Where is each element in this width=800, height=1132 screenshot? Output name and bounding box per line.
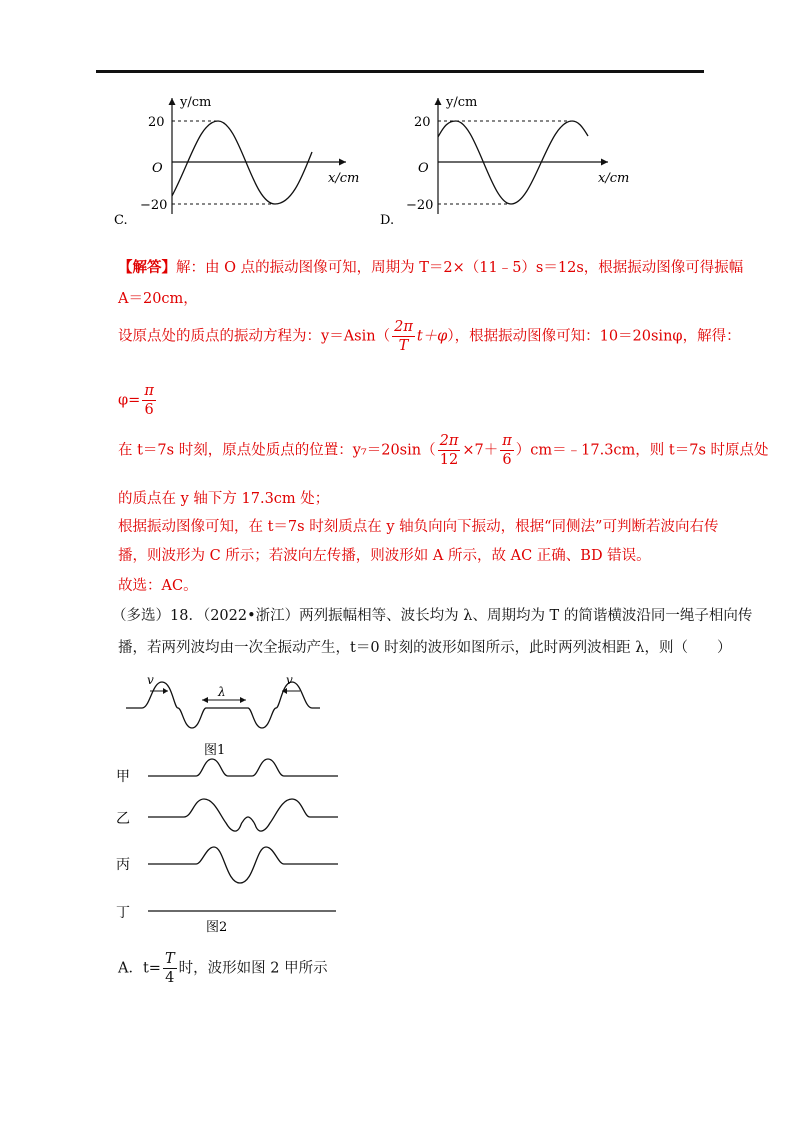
row-label-ding: 丁 bbox=[116, 905, 130, 921]
lambda-label: λ bbox=[218, 685, 226, 699]
graph-c-x-label: x/cm bbox=[328, 171, 360, 186]
velocity-label-left: v bbox=[147, 673, 154, 687]
option-c-label: C. bbox=[114, 213, 128, 228]
answer-line-5-mid: ×7＋ bbox=[462, 442, 499, 459]
answer-line-7: 根据振动图像可知，在 t＝7s 时刻质点在 y 轴负向向下振动，根据“同侧法”可判断若波向右传 bbox=[118, 519, 719, 535]
answer-line-2: A＝20cm， bbox=[118, 291, 198, 307]
fraction-pi-over-6-b: $\frac{\pi}{6}$ bbox=[502, 433, 512, 468]
graph-d bbox=[376, 92, 646, 232]
figure-1-caption: 图1 bbox=[204, 743, 226, 758]
fraction-t-over-4: $\frac{T}{4}$ bbox=[164, 951, 175, 986]
wave-jia bbox=[148, 759, 338, 776]
figure-2 bbox=[112, 755, 352, 940]
fraction-pi-over-6: $\frac{\pi}{6}$ bbox=[144, 383, 154, 418]
graph-d-min-label: −20 bbox=[406, 198, 434, 213]
answer-line-3-mid: t＋φ bbox=[416, 328, 448, 345]
answer-line-3-post: ），根据振动图像可知：10＝20sinφ，解得： bbox=[447, 328, 741, 345]
graph-c-min-label: −20 bbox=[140, 198, 168, 213]
answer-line-5-post: ）cm＝﹣17.3cm，则 t＝7s 时原点处 bbox=[515, 442, 769, 459]
answer-bracket-label: 【解答】 bbox=[118, 259, 176, 276]
answer-line-8: 播，则波形为 C 所示；若波向左传播，则波形如 A 所示，故 AC 正确、BD 错误。 bbox=[118, 548, 651, 564]
wave-bing bbox=[148, 847, 338, 883]
graph-c-max-label: 20 bbox=[148, 115, 165, 130]
option-a-prefix: A．t= bbox=[118, 960, 161, 977]
answer-line-4-pre: φ= bbox=[118, 392, 141, 409]
figure-1 bbox=[120, 668, 340, 760]
answer-line-5-pre: 在 t＝7s 时刻，原点处质点的位置：y₇＝20sin（ bbox=[118, 442, 436, 459]
answer-line-9: 故选：AC。 bbox=[118, 578, 198, 594]
row-label-jia: 甲 bbox=[116, 769, 130, 785]
answer-line-1-text: 解：由 O 点的振动图像可知，周期为 T＝2×（11﹣5）s＝12s，根据振动图像可得振幅 bbox=[176, 260, 744, 276]
fraction-2pi-over-t: $\frac{2\pi}{T}$ bbox=[394, 319, 413, 354]
answer-line-3 bbox=[118, 318, 741, 355]
answer-line-5 bbox=[118, 432, 769, 469]
figure-2-caption: 图2 bbox=[206, 920, 228, 935]
question-line-2: 播，若两列波均由一次全振动产生，t＝0 时刻的波形如图所示，此时两列波相距 λ，则（ ） bbox=[118, 640, 732, 656]
answer-line-6: 的质点在 y 轴下方 17.3cm 处； bbox=[118, 491, 330, 507]
graph-d-max-label: 20 bbox=[414, 115, 431, 130]
header-rule bbox=[96, 70, 704, 73]
fraction-2pi-over-12: $\frac{2\pi}{12}$ bbox=[439, 433, 459, 468]
option-a-suffix: 时，波形如图 2 甲所示 bbox=[178, 960, 328, 977]
graph-c bbox=[110, 92, 370, 232]
row-label-bing: 丙 bbox=[116, 857, 130, 873]
row-label-yi: 乙 bbox=[116, 811, 130, 827]
graph-d-origin: O bbox=[418, 161, 429, 176]
graph-c-y-label: y/cm bbox=[180, 95, 212, 110]
graph-d-y-label: y/cm bbox=[446, 95, 478, 110]
answer-line-4 bbox=[118, 382, 158, 419]
answer-line-1 bbox=[118, 258, 743, 278]
answer-line-3-pre: 设原点处的质点的振动方程为：y＝Asin（ bbox=[118, 328, 391, 345]
graph-d-x-label: x/cm bbox=[598, 171, 630, 186]
graph-c-origin: O bbox=[152, 161, 163, 176]
velocity-label-right: v bbox=[286, 673, 293, 687]
wave-yi bbox=[148, 799, 338, 831]
question-line-1: （多选）18．（2022•浙江）两列振幅相等、波长均为 λ、周期均为 T 的简谐横波沿同一绳子相向传 bbox=[112, 608, 753, 624]
option-a bbox=[118, 950, 328, 987]
option-d-label: D. bbox=[380, 213, 395, 228]
